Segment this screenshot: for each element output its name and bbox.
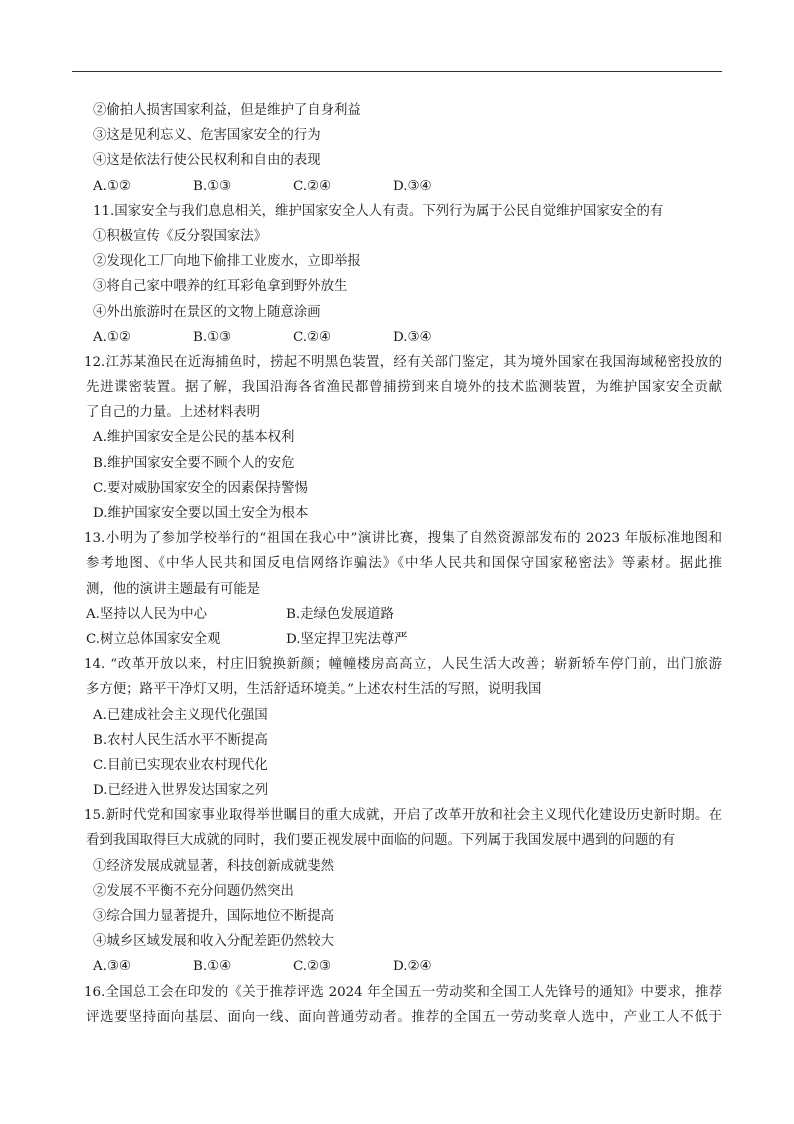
q11-options <box>86 325 722 350</box>
q15-option-c[interactable]: C.②③ <box>293 959 332 975</box>
q11-stem: 11.国家安全与我们息息相关，维护国家安全人人有责。下列行为属于公民自觉维护国家安全的有 <box>93 203 664 219</box>
q15-item-1: ①经济发展成就显著，科技创新成就斐然 <box>93 858 335 874</box>
q10-item-4: ④这是依法行使公民权利和自由的表现 <box>93 153 321 169</box>
q11-item-4: ④外出旅游时在景区的文物上随意涂画 <box>93 304 321 320</box>
q15-item-2: ②发展不平衡不充分问题仍然突出 <box>93 883 294 899</box>
q12-option-d[interactable]: D.维护国家安全要以国土安全为根本 <box>93 506 309 521</box>
q11-item-3: ③将自己家中喂养的红耳彩龟拿到野外放生 <box>93 279 348 295</box>
q13-option-a[interactable]: A.坚持以人民为中心 <box>86 606 208 622</box>
q12-option-b[interactable]: B.维护国家安全要不顾个人的安危 <box>93 455 295 471</box>
q13-option-c[interactable]: C.树立总体国家安全观 <box>86 631 221 647</box>
q13-stem-line-3: 测，他的演讲主题最有可能是 <box>86 581 261 597</box>
q12-option-a[interactable]: A.维护国家安全是公民的基本权利 <box>93 430 295 446</box>
q15-option-d[interactable]: D.②④ <box>393 959 432 975</box>
q10-option-d[interactable]: D.③④ <box>393 178 432 194</box>
q11-option-c[interactable]: C.②④ <box>293 329 332 345</box>
header-rule <box>72 71 722 72</box>
q13-stem-line-1: 13.小明为了参加学校举行的“祖国在我心中”演讲比赛，搜集了自然资源部发布的 2023 年版标准地图和 <box>84 531 722 547</box>
exam-page <box>86 98 722 1030</box>
q16-stem-line-2: 评选要坚持面向基层、面向一线、面向普通劳动者。推荐的全国五一劳动奖章人选中，产业工人不低于 <box>86 1009 722 1025</box>
q15-stem-line-1: 15.新时代党和国家事业取得举世瞩目的重大成就，开启了改革开放和社会主义现代化建设历史新时期。在 <box>84 808 722 824</box>
q12-stem-line-1: 12.江苏某渔民在近海捕鱼时，捞起不明黑色装置，经有关部门鉴定，其为境外国家在我国海域秘密投放的 <box>84 354 722 370</box>
q12-stem-line-3: 了自己的力量。上述材料表明 <box>86 405 261 421</box>
q13-option-b[interactable]: B.走绿色发展道路 <box>286 606 394 622</box>
q15-option-b[interactable]: B.①④ <box>193 959 232 975</box>
q15-options <box>86 954 722 979</box>
q15-stem-line-2: 看到我国取得巨大成就的同时，我们要正视发展中面临的问题。下列属于我国发展中遇到的问题的有 <box>86 833 676 849</box>
q12-stem-line-2: 先进谍密装置。据了解，我国沿海各省渔民都曾捕捞到来自境外的技术监测装置，为维护国家安全贡献 <box>86 380 722 396</box>
q14-stem-line-2: 多方便；路平干净灯又明，生活舒适环境美。”上述农村生活的写照，说明我国 <box>86 682 542 698</box>
q15-item-3: ③综合国力显著提升，国际地位不断提高 <box>93 909 335 924</box>
q16-stem-line-1: 16.全国总工会在印发的《关于推荐评选 2024 年全国五一劳动奖和全国工人先锋号的通知》中要求，推荐 <box>84 984 722 1000</box>
q13-stem-line-2: 参考地图、《中华人民共和国反电信网络诈骗法》《中华人民共和国保守国家秘密法》等素材。据此推 <box>86 556 722 572</box>
q10-option-a[interactable]: A.①② <box>93 178 131 194</box>
q10-option-c[interactable]: C.②④ <box>293 178 332 194</box>
q10-item-2: ②偷拍人损害国家利益，但是维护了自身利益 <box>93 103 361 118</box>
q10-options <box>86 174 722 199</box>
q11-item-2: ②发现化工厂向地下偷排工业废水，立即举报 <box>93 254 361 270</box>
q13-option-d[interactable]: D.坚定捍卫宪法尊严 <box>286 631 408 647</box>
q13-options-row-2 <box>86 627 722 652</box>
q10-item-3: ③这是见利忘义、危害国家安全的行为 <box>93 128 321 144</box>
q15-option-a[interactable]: A.③④ <box>93 959 131 975</box>
q14-stem-line-1: 14. “改革开放以来，村庄旧貌换新颜；幢幢楼房高高立，人民生活大改善；崭新轿车停门前，出门旅游 <box>84 657 722 673</box>
q14-option-c[interactable]: C.目前已实现农业农村现代化 <box>93 757 268 773</box>
q13-options-row-1 <box>86 602 722 627</box>
q14-option-a[interactable]: A.已建成社会主义现代化强国 <box>93 707 268 723</box>
q14-option-d[interactable]: D.已经进入世界发达国家之列 <box>93 783 269 799</box>
q10-option-b[interactable]: B.①③ <box>193 178 232 194</box>
q14-option-b[interactable]: B.农村人民生活水平不断提高 <box>93 732 268 748</box>
q11-option-b[interactable]: B.①③ <box>193 329 232 345</box>
q12-option-c[interactable]: C.要对威胁国家安全的因素保持警惕 <box>93 480 308 496</box>
q15-item-4: ④城乡区域发展和收入分配差距仍然较大 <box>93 934 335 950</box>
q11-option-d[interactable]: D.③④ <box>393 329 432 345</box>
q11-item-1: ①积极宣传《反分裂国家法》 <box>93 228 268 244</box>
q11-option-a[interactable]: A.①② <box>93 329 131 345</box>
